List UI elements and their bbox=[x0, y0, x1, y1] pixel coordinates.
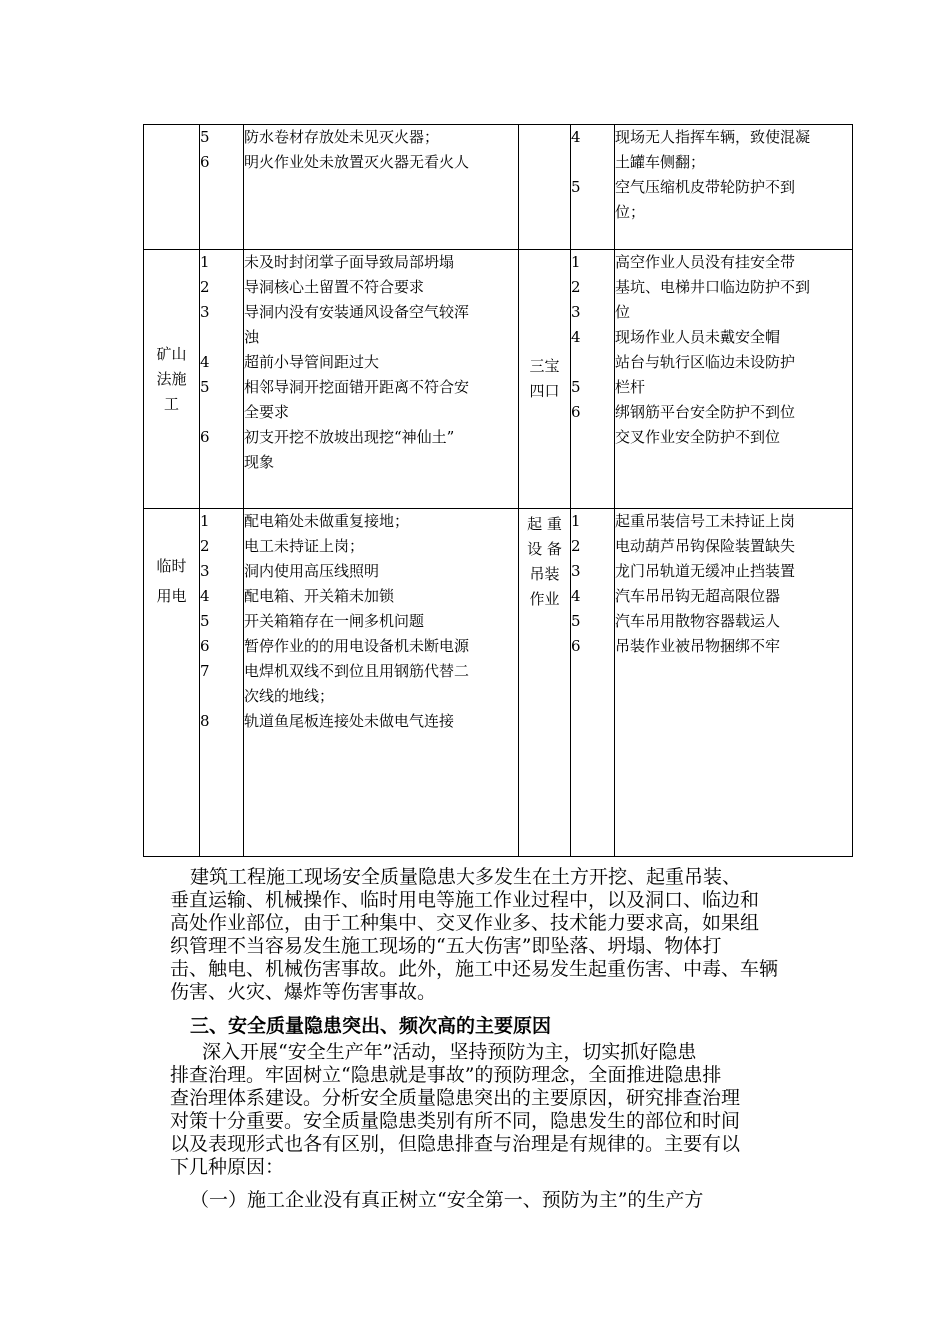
item-text: 相邻导洞开挖面错开距离不符合安 bbox=[244, 378, 470, 396]
category-label: 起 重 bbox=[527, 515, 562, 533]
text-line: 垂直运输、机械操作、临时用电等施工作业过程中，以及洞口、临边和 bbox=[170, 889, 760, 911]
category-label: 三宝 bbox=[529, 357, 560, 375]
item-number: 1 bbox=[200, 512, 210, 530]
table-row bbox=[144, 125, 853, 250]
category-cell bbox=[144, 250, 200, 509]
item-number bbox=[200, 325, 243, 350]
item-number: 8 bbox=[200, 712, 210, 730]
item-number: 2 bbox=[571, 537, 581, 555]
item-text: 空气压缩机皮带轮防护不到 bbox=[615, 178, 796, 196]
item-number bbox=[571, 150, 614, 175]
text-line: 以及表现形式也各有区别，但隐患排查与治理是有规律的。主要有以 bbox=[170, 1133, 741, 1155]
category-label: 矿山 bbox=[156, 344, 187, 363]
item-number: 6 bbox=[200, 428, 210, 446]
category-label: 临时 bbox=[156, 557, 187, 575]
category-label: 吊装 bbox=[529, 565, 560, 583]
item-text: 汽车吊用散物容器载运人 bbox=[615, 612, 781, 630]
number-cell bbox=[200, 509, 244, 857]
number-cell bbox=[571, 125, 615, 250]
text-line: 建筑工程施工现场安全质量隐患大多发生在土方开挖、起重吊装、 bbox=[190, 866, 742, 888]
item-number: 4 bbox=[571, 128, 581, 146]
item-text: 配电箱、开关箱未加锁 bbox=[244, 587, 395, 605]
description-cell bbox=[615, 125, 853, 250]
item-text: 未及时封闭掌子面导致局部坍塌 bbox=[244, 253, 455, 271]
heading-text: 三、安全质量隐患突出、频次高的主要原因 bbox=[190, 1015, 552, 1037]
item-number: 7 bbox=[200, 662, 210, 680]
body-paragraph bbox=[170, 866, 830, 1004]
category-label: 法施 bbox=[156, 369, 187, 388]
item-number: 2 bbox=[200, 537, 210, 555]
description-cell bbox=[244, 509, 519, 857]
item-text: 暂停作业的的用电设备机未断电源 bbox=[244, 637, 470, 655]
text-line: 击、触电、机械伤害事故。此外，施工中还易发生起重伤害、中毒、车辆 bbox=[170, 958, 779, 980]
category-cell bbox=[144, 509, 200, 857]
text-line: 伤害、火灾、爆炸等伤害事故。 bbox=[170, 981, 437, 1003]
item-number: 4 bbox=[200, 587, 210, 605]
item-text: 防水卷材存放处未见灭火器； bbox=[244, 128, 440, 146]
item-number bbox=[571, 200, 614, 225]
item-number: 1 bbox=[200, 253, 210, 271]
description-cell bbox=[615, 509, 853, 857]
item-text: 现象 bbox=[244, 453, 275, 471]
number-cell bbox=[571, 250, 615, 509]
category-label: 设 备 bbox=[527, 540, 562, 558]
item-text: 位 bbox=[615, 303, 631, 321]
description-cell bbox=[244, 125, 519, 250]
category-cell bbox=[519, 125, 571, 250]
number-cell bbox=[571, 509, 615, 857]
item-number: 3 bbox=[571, 303, 581, 321]
item-text: 明火作业处未放置灭火器无看火人 bbox=[244, 153, 470, 171]
item-number: 5 bbox=[571, 378, 581, 396]
item-number: 3 bbox=[571, 562, 581, 580]
category-label: 四口 bbox=[529, 382, 560, 400]
item-text: 现场无人指挥车辆，致使混凝 bbox=[615, 128, 811, 146]
category-cell bbox=[144, 125, 200, 250]
text-line: 深入开展“安全生产年”活动，坚持预防为主，切实抓好隐患 bbox=[202, 1041, 697, 1063]
table-row bbox=[144, 509, 853, 857]
table-row bbox=[144, 250, 853, 509]
item-text: 绑钢筋平台安全防护不到位 bbox=[615, 403, 796, 421]
body-paragraph bbox=[170, 1041, 830, 1179]
item-number: 5 bbox=[200, 612, 210, 630]
item-text: 次线的地线； bbox=[244, 687, 335, 705]
item-text: 土罐车侧翻； bbox=[615, 153, 706, 171]
item-text: 配电箱处未做重复接地； bbox=[244, 512, 410, 530]
item-number: 5 bbox=[571, 178, 581, 196]
item-number: 5 bbox=[571, 612, 581, 630]
item-text: 龙门吊轨道无缓冲止挡装置 bbox=[615, 562, 796, 580]
description-cell bbox=[244, 250, 519, 509]
category-cell bbox=[519, 509, 571, 857]
category-label: 工 bbox=[163, 394, 179, 413]
text-line: 织管理不当容易发生施工现场的“五大伤害”即坠落、坍塌、物体打 bbox=[170, 935, 722, 957]
category-cell bbox=[519, 250, 571, 509]
item-text: 位； bbox=[615, 203, 646, 221]
item-number: 4 bbox=[571, 587, 581, 605]
item-text: 导洞内没有安装通风设备空气较浑 bbox=[244, 303, 470, 321]
category-label: 用电 bbox=[156, 587, 187, 605]
item-number bbox=[571, 350, 614, 375]
item-number: 1 bbox=[571, 253, 581, 271]
item-text: 全要求 bbox=[244, 403, 290, 421]
item-text: 现场作业人员未戴安全帽 bbox=[615, 328, 781, 346]
item-number: 2 bbox=[571, 278, 581, 296]
text-line: 查治理体系建设。分析安全质量隐患突出的主要原因，研究排查治理 bbox=[170, 1087, 741, 1109]
text-line: 下几种原因： bbox=[170, 1156, 285, 1178]
text-line: 排查治理。牢固树立“隐患就是事故”的预防理念，全面推进隐患排 bbox=[170, 1064, 722, 1086]
number-cell bbox=[200, 250, 244, 509]
item-text: 电动葫芦吊钩保险装置缺失 bbox=[615, 537, 796, 555]
description-cell bbox=[615, 250, 853, 509]
item-text: 汽车吊吊钩无超高限位器 bbox=[615, 587, 781, 605]
item-text: 初支开挖不放坡出现挖“神仙土” bbox=[244, 428, 455, 446]
item-number: 4 bbox=[571, 328, 581, 346]
item-number: 4 bbox=[200, 353, 210, 371]
text-line: 高处作业部位，由于工种集中、交叉作业多、技术能力要求高，如果组 bbox=[170, 912, 760, 934]
item-number: 6 bbox=[200, 153, 210, 171]
item-text: 电工未持证上岗； bbox=[244, 537, 365, 555]
item-text: 开关箱箱存在一闸多机问题 bbox=[244, 612, 425, 630]
category-label: 作业 bbox=[529, 590, 560, 608]
item-text: 起重吊装信号工未持证上岗 bbox=[615, 512, 796, 530]
item-text: 吊装作业被吊物捆绑不牢 bbox=[615, 637, 781, 655]
text-line: 对策十分重要。安全质量隐患类别有所不同，隐患发生的部位和时间 bbox=[170, 1110, 741, 1132]
item-number: 6 bbox=[571, 637, 581, 655]
item-text: 高空作业人员没有挂安全带 bbox=[615, 253, 796, 271]
item-text: 电焊机双线不到位且用钢筋代替二 bbox=[244, 662, 470, 680]
body-paragraph bbox=[190, 1189, 850, 1212]
item-number: 6 bbox=[200, 637, 210, 655]
section-heading bbox=[190, 1015, 850, 1038]
item-text: 站台与轨行区临边未设防护 bbox=[615, 353, 796, 371]
item-text: 洞内使用高压线照明 bbox=[244, 562, 380, 580]
number-cell bbox=[200, 125, 244, 250]
item-number bbox=[200, 400, 243, 425]
hazard-table bbox=[143, 124, 853, 857]
item-text: 栏杆 bbox=[615, 378, 646, 396]
item-number: 5 bbox=[200, 378, 210, 396]
item-number bbox=[200, 684, 243, 709]
item-text: 导洞核心土留置不符合要求 bbox=[244, 278, 425, 296]
item-text: 轨道鱼尾板连接处未做电气连接 bbox=[244, 712, 455, 730]
item-number: 3 bbox=[200, 303, 210, 321]
item-text: 基坑、电梯井口临边防护不到 bbox=[615, 278, 811, 296]
item-number: 5 bbox=[200, 128, 210, 146]
item-number: 1 bbox=[571, 512, 581, 530]
item-number: 2 bbox=[200, 278, 210, 296]
item-text: 超前小导管间距过大 bbox=[244, 353, 380, 371]
item-number: 3 bbox=[200, 562, 210, 580]
item-text: 浊 bbox=[244, 328, 260, 346]
item-number: 6 bbox=[571, 403, 581, 421]
text-line: （一）施工企业没有真正树立“安全第一、预防为主”的生产方 bbox=[190, 1189, 704, 1211]
item-text: 交叉作业安全防护不到位 bbox=[615, 428, 781, 446]
